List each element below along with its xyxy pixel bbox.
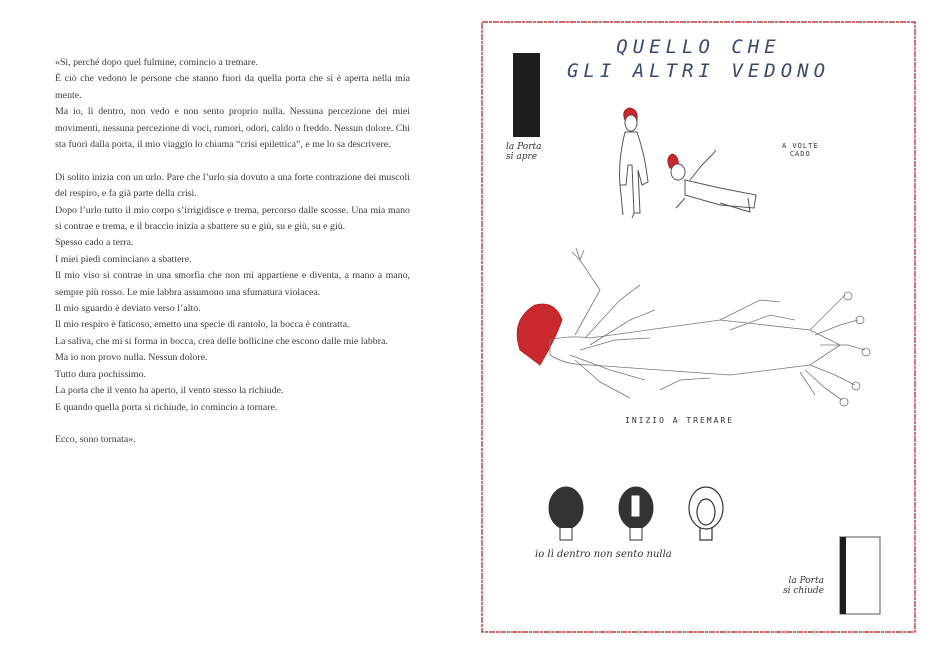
fallen-figure	[668, 150, 756, 212]
illustration-page	[480, 20, 917, 634]
paragraph-line: Ecco, sono tornata».	[55, 434, 136, 446]
paragraph-gap	[55, 416, 410, 432]
door-open-label-line: la Porta	[506, 142, 542, 152]
head-back-icon	[549, 487, 583, 540]
paragraph-line: Il mio viso si contrae in una smorfia che non mi appartiene e diventa, a mano a mano, sempre più rosso. Le mie labbra assumono una sfumatura violacea.	[55, 270, 410, 298]
paragraph-line: «Sì, perché dopo quel fulmine, comincio a tremare.	[55, 57, 258, 68]
illustration-title-line2: GLI ALTRI VEDONO	[566, 60, 831, 82]
start-trembling-label: INIZIO A TREMARE	[625, 416, 735, 425]
paragraph-line: I miei piedi cominciano a sbattere.	[55, 253, 192, 265]
illustration-drawing	[480, 20, 917, 634]
door-close-label-line: la Porta	[788, 576, 824, 586]
paragraph-line: La saliva, che mi si forma in bocca, crea delle bollicine che escono dalle mie labbra.	[55, 335, 388, 347]
door-open-label-line: si apre	[506, 152, 538, 162]
paragraph-gap	[55, 153, 410, 169]
sometimes-fall-label	[782, 142, 819, 158]
paragraph-line: La porta che il vento ha aperto, il vento stesso la richiude.	[55, 385, 284, 397]
paragraph-line: Ma io non provo nulla. Nessun dolore.	[55, 352, 208, 364]
paragraph-line: Il mio sguardo è deviato verso l’alto.	[55, 303, 201, 315]
paragraph-line: È ciò che vedono le persone che stanno fuori da quella porta che si è aperta nella mia mente.	[55, 73, 410, 101]
illustration-title-line1: QUELLO CHE	[616, 36, 781, 58]
sometimes-fall-line: CADO	[789, 150, 811, 158]
paragraph-line: E quando quella porta si richiude, io comincio a tornare.	[55, 401, 278, 413]
door-close-label	[783, 576, 824, 596]
paragraph-line: Ma io, lì dentro, non vedo e non sento proprio nulla. Nessuna percezione dei miei movimenti, nessuna percezione di voci, rumori, odori, caldo o freddo. Nessun dolore. Chi sta fuori dalla porta, il mio viaggio lo chiama “crisi epilettica”, e me lo sa descrivere.	[55, 106, 410, 151]
head-outline-icon	[689, 487, 723, 540]
paragraph-line: Dopo l’urlo tutto il mio corpo s’irrigidisce e trema, percorso dalle scosse. Una mia mano si contrae e trema, e il braccio inizia a sbattere su e giù, su e giù, su e giù.	[55, 204, 410, 233]
head-door-icon	[619, 487, 653, 540]
story-text	[55, 55, 410, 449]
paragraph-line: Di solito inizia con un urlo. Pare che l’urlo sia dovuto a una forte contrazione dei muscoli del respiro, e fa già parte della crisi.	[55, 171, 410, 200]
trembling-figure	[517, 248, 870, 406]
left-page	[0, 0, 465, 655]
closing-door-edge	[840, 537, 846, 614]
paragraph-line: Il mio respiro è faticoso, emetto una specie di rantolo, la bocca è contratta.	[55, 319, 350, 331]
sometimes-fall-line: A VOLTE	[782, 142, 819, 150]
door-close-label-line: si chiude	[783, 586, 824, 596]
door-open-label	[506, 142, 542, 162]
paragraph-line: Tutto dura pochissimo.	[55, 368, 146, 380]
inside-caption: io lì dentro non sento nulla	[535, 549, 672, 560]
standing-figure	[620, 108, 648, 218]
paragraph-line: Spesso cado a terra.	[55, 237, 134, 249]
